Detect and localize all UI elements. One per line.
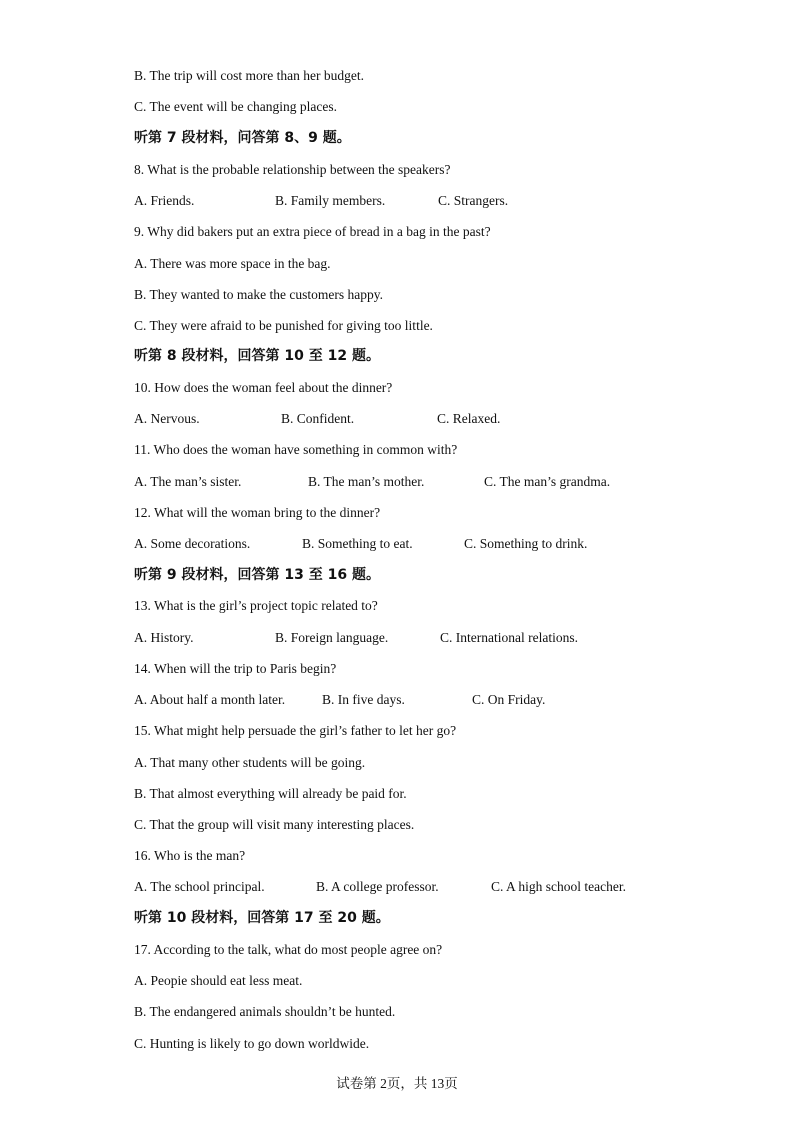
option-b: B. Confident. bbox=[281, 411, 355, 426]
section-heading: 听第 9 段材料，回答第 13 至 16 题。 bbox=[134, 567, 380, 583]
option-b: B. Family members. bbox=[275, 193, 386, 208]
option-a: A. Nervous. bbox=[134, 411, 200, 426]
options-row bbox=[134, 474, 754, 490]
option-line: C. The event will be changing places. bbox=[134, 99, 337, 114]
question-text: 15. What might help persuade the girl’s father to let her go? bbox=[134, 723, 457, 738]
option-b: B. In five days. bbox=[322, 692, 405, 707]
option-line: A. Peopie should eat less meat. bbox=[134, 973, 303, 988]
question-text: 17. According to the talk, what do most people agree on? bbox=[134, 942, 443, 957]
option-c: C. Strangers. bbox=[438, 193, 509, 208]
option-line: C. They were afraid to be punished for giving too little. bbox=[134, 318, 433, 333]
page-footer: 试卷第 2页，共 13页 bbox=[336, 1076, 458, 1091]
option-a: A. About half a month later. bbox=[134, 692, 286, 707]
options-row bbox=[134, 193, 754, 209]
option-c: C. Something to drink. bbox=[464, 536, 588, 551]
options-row bbox=[134, 692, 754, 708]
section-heading: 听第 8 段材料，回答第 10 至 12 题。 bbox=[134, 348, 380, 364]
question-text: 11. Who does the woman have something in common with? bbox=[134, 442, 458, 457]
question-text: 14. When will the trip to Paris begin? bbox=[134, 661, 337, 676]
option-a: A. Some decorations. bbox=[134, 536, 251, 551]
options-row bbox=[134, 879, 754, 895]
options-row bbox=[134, 630, 754, 646]
option-a: A. The school principal. bbox=[134, 879, 265, 894]
option-line: C. That the group will visit many interesting places. bbox=[134, 817, 415, 832]
options-row bbox=[134, 411, 754, 427]
option-b: B. A college professor. bbox=[316, 879, 439, 894]
option-line: B. That almost everything will already be paid for. bbox=[134, 786, 407, 801]
option-c: C. The man’s grandma. bbox=[484, 474, 611, 489]
question-text: 8. What is the probable relationship between the speakers? bbox=[134, 162, 451, 177]
option-b: B. Something to eat. bbox=[302, 536, 413, 551]
option-line: B. They wanted to make the customers happy. bbox=[134, 287, 383, 302]
option-c: C. Relaxed. bbox=[437, 411, 501, 426]
option-c: C. On Friday. bbox=[472, 692, 546, 707]
options-row bbox=[134, 536, 754, 552]
question-text: 9. Why did bakers put an extra piece of bread in a bag in the past? bbox=[134, 224, 491, 239]
option-line: B. The endangered animals shouldn’t be hunted. bbox=[134, 1004, 396, 1019]
option-line: A. That many other students will be going. bbox=[134, 755, 366, 770]
option-line: C. Hunting is likely to go down worldwide. bbox=[134, 1036, 370, 1051]
question-text: 10. How does the woman feel about the dinner? bbox=[134, 380, 393, 395]
option-a: A. Friends. bbox=[134, 193, 195, 208]
question-text: 12. What will the woman bring to the dinner? bbox=[134, 505, 381, 520]
option-a: A. History. bbox=[134, 630, 194, 645]
question-text: 13. What is the girl’s project topic related to? bbox=[134, 598, 378, 613]
option-line: B. The trip will cost more than her budget. bbox=[134, 68, 364, 83]
option-c: C. A high school teacher. bbox=[491, 879, 626, 894]
option-b: B. The man’s mother. bbox=[308, 474, 425, 489]
option-c: C. International relations. bbox=[440, 630, 578, 645]
option-b: B. Foreign language. bbox=[275, 630, 389, 645]
section-heading: 听第 7 段材料，问答第 8、9 题。 bbox=[134, 130, 351, 146]
option-line: A. There was more space in the bag. bbox=[134, 256, 331, 271]
section-heading: 听第 10 段材料，回答第 17 至 20 题。 bbox=[134, 910, 390, 926]
question-text: 16. Who is the man? bbox=[134, 848, 246, 863]
option-a: A. The man’s sister. bbox=[134, 474, 242, 489]
